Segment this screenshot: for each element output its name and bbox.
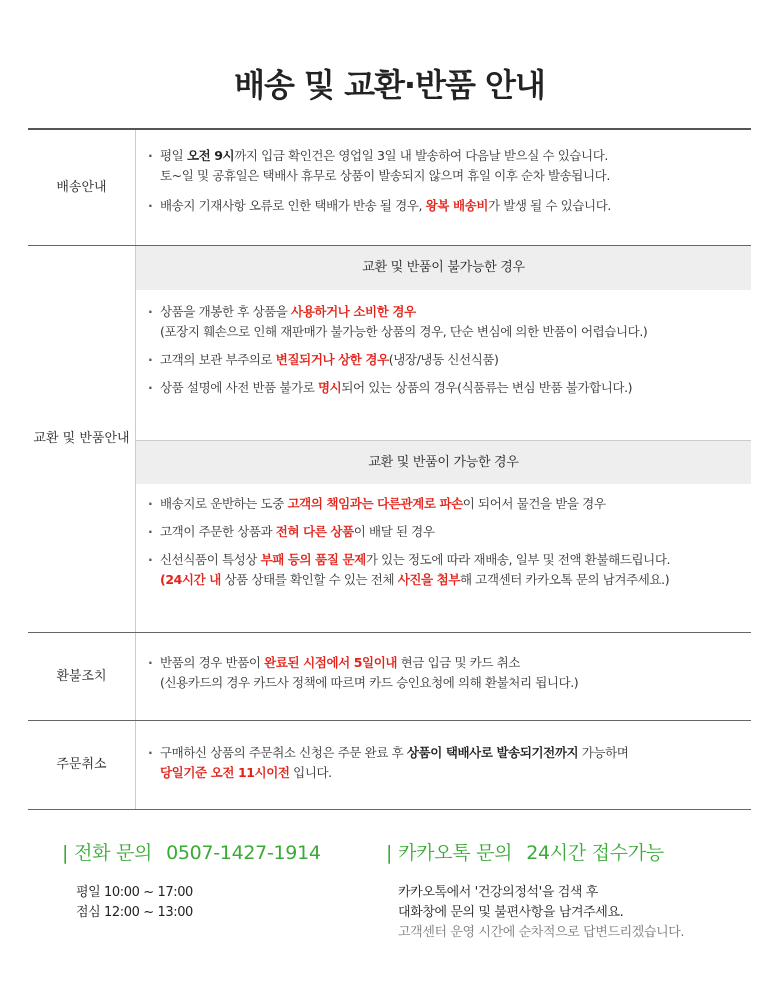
impossible-list xyxy=(146,290,751,440)
possible-header: 교환 및 반품이 가능한 경우 xyxy=(136,440,751,484)
row-content-exchange xyxy=(136,246,751,632)
kakao-instructions: 카카오톡에서 '건강의정석'을 검색 후 대화창에 문의 및 불편사항을 남겨주세요. 고객센터 운영 시간에 순차적으로 답변드리겠습니다. xyxy=(398,885,685,940)
phone-hours: 평일 10:00 ~ 17:00 점심 12:00 ~ 13:00 xyxy=(76,885,193,920)
info-table xyxy=(28,128,751,810)
row-label-exchange: 교환 및 반품 안내 xyxy=(28,246,136,632)
delivery-bullet-2: · 배송지 기재사항 오류로 인한 택배가 반송 될 경우, 왕복 배송비가 발생 될 수 있습니다. xyxy=(146,196,751,216)
impossible-bullet-3: · 상품 설명에 사전 반품 불가로 명시되어 있는 상품의 경우(식품류는 변심 반품 불가합니다.) xyxy=(146,378,751,398)
phone-divider-bar: | xyxy=(62,842,69,864)
page-title: 배송 및 교환·반품 안내 xyxy=(234,66,545,104)
row-label-delivery: 배송안내 xyxy=(28,130,136,245)
row-refund xyxy=(28,633,751,721)
impossible-bullet-1: · 상품을 개봉한 후 상품을 사용하거나 소비한 경우 (포장지 훼손으로 인해 재판매가 불가능한 상품의 경우, 단순 변심에 의한 반품이 어렵습니다.) xyxy=(146,302,751,342)
possible-list xyxy=(146,484,751,590)
contact-kakao xyxy=(386,838,684,943)
cancel-bullet-1: · 구매하신 상품의 주문취소 신청은 주문 완료 후 상품이 택배사로 발송되기전까지 가능하며 당일기준 오전 11시이전 입니다. xyxy=(146,743,751,783)
row-content-refund xyxy=(136,633,751,720)
row-cancel xyxy=(28,721,751,810)
possible-bullet-1: · 배송지로 운반하는 도중 고객의 책임과는 다른관계로 파손이 되어서 물건을 받을 경우 xyxy=(146,494,751,514)
possible-bullet-2: · 고객이 주문한 상품과 전혀 다른 상품이 배달 된 경우 xyxy=(146,522,751,542)
row-content-delivery xyxy=(136,130,751,245)
kakao-hours: 24시간 접수가능 xyxy=(526,842,664,864)
row-label-refund: 환불조치 xyxy=(28,633,136,720)
kakao-divider-bar: | xyxy=(386,842,393,864)
row-content-cancel xyxy=(136,721,751,809)
row-delivery xyxy=(28,130,751,246)
contact-phone xyxy=(62,838,321,923)
possible-bullet-3: · 신선식품이 특성상 부패 등의 품질 문제가 있는 정도에 따라 재배송, 일부 및 전액 환불해드립니다. (24시간 내 상품 상태를 확인할 수 있는 전체 사진을 첨부해 고객센터 카카오톡 문의 남겨주세요.) xyxy=(146,550,751,590)
kakao-title-text: 카카오톡 문의 xyxy=(398,842,513,864)
phone-number[interactable]: 0507-1427-1914 xyxy=(166,842,321,864)
row-exchange xyxy=(28,246,751,633)
row-label-cancel: 주문취소 xyxy=(28,721,136,809)
impossible-bullet-2: · 고객의 보관 부주의로 변질되거나 상한 경우(냉장/냉동 신선식품) xyxy=(146,350,751,370)
delivery-bullet-1: · 평일 오전 9시까지 입금 확인건은 영업일 3일 내 발송하여 다음날 받으실 수 있습니다. 토~일 및 공휴일은 택배사 휴무로 상품이 발송되지 않으며 휴일 이후 순차 발송됩니다. xyxy=(146,146,751,186)
contact-phone-title xyxy=(62,838,321,865)
contact-kakao-title xyxy=(386,838,684,865)
impossible-header: 교환 및 반품이 불가능한 경우 xyxy=(136,246,751,290)
refund-bullet-1: · 반품의 경우 반품이 완료된 시점에서 5일이내 현금 입금 및 카드 취소 (신용카드의 경우 카드사 정책에 따르며 카드 승인요청에 의해 환불처리 됩니다.) xyxy=(146,653,751,693)
phone-title-text: 전화 문의 xyxy=(74,842,153,864)
